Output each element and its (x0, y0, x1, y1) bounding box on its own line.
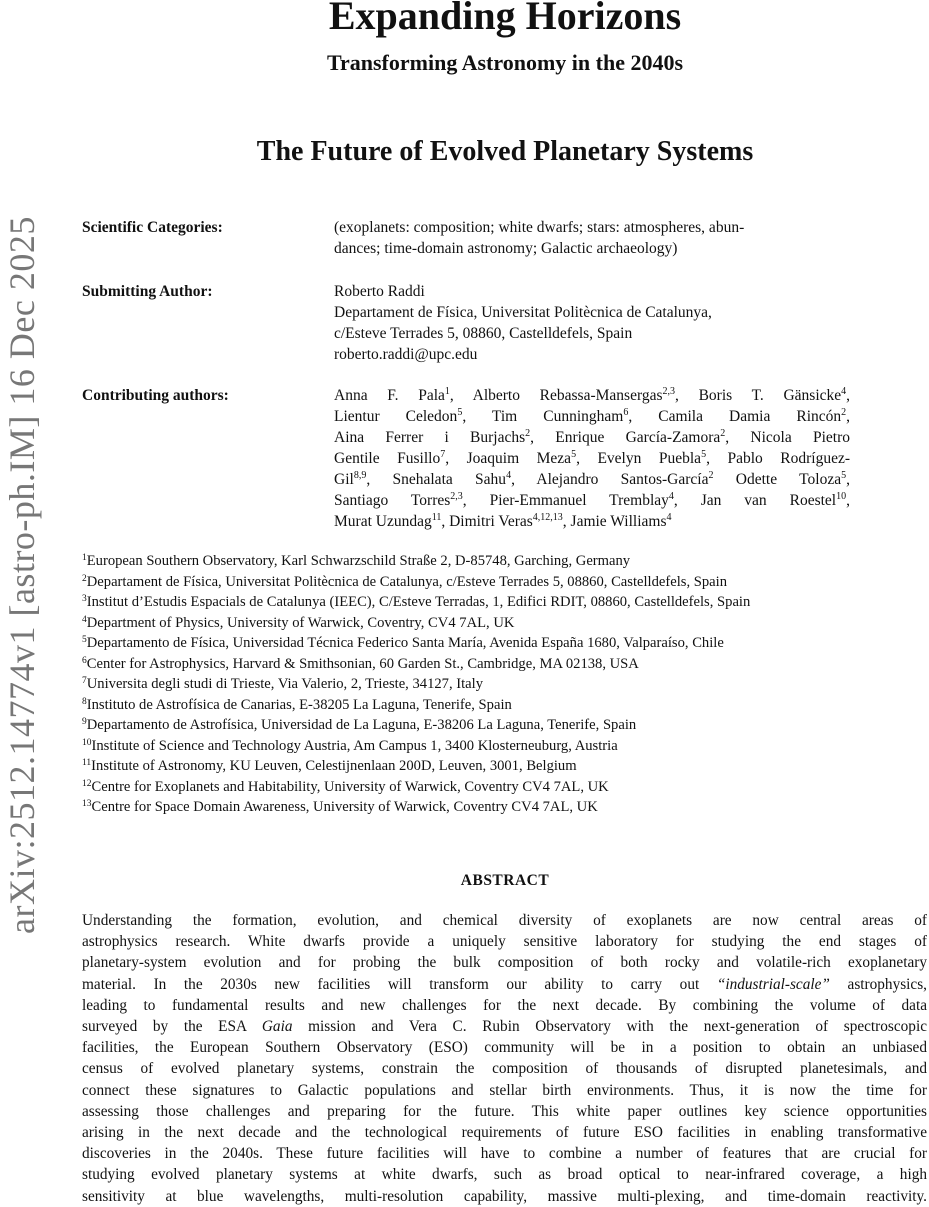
author-affiliation-marker: 4 (841, 386, 847, 397)
affiliation-text: Departament de Física, Universitat Politècnica de Catalunya, c/Esteve Terrades 5, 08860, Castelldefels, Spain (86, 573, 727, 590)
submitting-author-value (334, 281, 850, 365)
abstract-text: mission and Vera C. Rubin Observatory with the next-generation of spectroscopic (292, 1018, 927, 1036)
affiliation-number: 13 (82, 799, 92, 809)
author-affiliation-marker: 6 (623, 407, 629, 418)
affiliation-text: Institute of Astronomy, KU Leuven, Celestijnenlaan 200D, Leuven, 3001, Belgium (91, 758, 577, 774)
author-name: , Nicola Pietro (725, 429, 850, 446)
abstract-text: discoveries in the 2040s. These future facilities will have to combine a number of features that are crucial for (82, 1145, 927, 1163)
author-name: , Jamie Williams (562, 513, 667, 530)
author-affiliation-marker: 11 (431, 512, 442, 523)
categories-line: (exoplanets: composition; white dwarfs; stars: atmospheres, abun- (334, 219, 745, 236)
abstract-text: facilities, the European Southern Observatory (ESO) community will be in a position to obtain an unbiased (82, 1039, 927, 1057)
author-name: Lientur Celedon (334, 408, 458, 425)
abstract-line (82, 1058, 927, 1079)
affiliation-text: European Southern Observatory, Karl Schwarzschild Straße 2, D-85748, Garching, Germany (86, 553, 631, 569)
author-name: Odette Toloza (713, 471, 842, 488)
author-name: Gil (334, 471, 354, 488)
scientific-categories-label: Scientific Categories: (82, 219, 223, 236)
scientific-categories-value (334, 217, 850, 259)
affiliation-text: Universita degli studi di Trieste, Via Valerio, 2, Trieste, 34127, Italy (86, 676, 483, 692)
abstract-heading: ABSTRACT (460, 872, 550, 889)
affiliation-item (82, 777, 927, 798)
author-name: Murat Uzundag (334, 513, 432, 530)
affiliation-item (82, 633, 927, 654)
abstract-line (82, 1143, 927, 1164)
author-name: , Enrique García-Zamora (530, 429, 721, 446)
abstract-emphasis: Gaia (261, 1018, 293, 1036)
author-name: , Evelyn Puebla (576, 450, 702, 467)
author-affiliation-marker: 2 (720, 428, 726, 439)
author-name: Aina Ferrer i Burjachs (334, 429, 526, 446)
affiliation-number: 12 (82, 778, 92, 789)
affiliation-number: 4 (82, 614, 87, 625)
abstract-line (82, 931, 927, 952)
contributing-authors-line (334, 490, 850, 511)
paper-title: The Future of Evolved Planetary Systems (256, 136, 754, 167)
author-name: , Alejandro Santos-García (511, 471, 709, 488)
author-affiliation-marker: 5 (571, 449, 577, 460)
affiliation-text: Departamento de Física, Universidad Técnica Federico Santa María, Avenida España 1680, Valparaíso, Chile (86, 635, 724, 651)
affiliation-number: 10 (82, 737, 92, 748)
author-name: , Jan van Roestel (673, 492, 837, 509)
affiliation-number: 5 (82, 635, 87, 645)
contributing-authors-line (334, 427, 850, 448)
author-name: , Pablo Rodríguez- (706, 450, 850, 467)
author-affiliation-marker: 10 (836, 491, 847, 502)
affiliation-text: Center for Astrophysics, Harvard & Smithsonian, 60 Garden St., Cambridge, MA 02138, USA (86, 655, 639, 672)
author-affiliation-marker: 7 (440, 449, 446, 460)
affiliation-text: Departamento de Astrofísica, Universidad de La Laguna, E-38206 La Laguna, Tenerife, Spain (86, 717, 637, 733)
author-affiliation-marker: 4 (668, 491, 674, 502)
affiliation-number: 2 (82, 573, 87, 584)
affiliation-item (82, 572, 927, 593)
abstract-line (82, 1122, 927, 1143)
series-title: Expanding Horizons (328, 0, 682, 38)
author-name: , Joaquim Meza (445, 450, 572, 467)
submitting-author-affiliation: c/Esteve Terrades 5, 08860, Castelldefels, Spain (334, 325, 633, 342)
submitting-author-label: Submitting Author: (82, 283, 213, 300)
affiliation-number: 3 (82, 594, 87, 604)
abstract-text: planetary-system evolution and for probing the bulk composition of both rocky and volatile-rich exoplanetary (82, 954, 927, 972)
affiliation-item (82, 674, 927, 695)
author-name: , Tim Cunningham (462, 408, 624, 425)
affiliation-number: 6 (82, 655, 87, 666)
author-affiliation-marker: 1 (444, 386, 450, 397)
affiliation-number: 7 (82, 676, 87, 686)
author-affiliation-marker: 4,12,13 (532, 512, 563, 523)
author-affiliation-marker: 2 (841, 407, 847, 418)
affiliation-text: Department of Physics, University of Warwick, Coventry, CV4 7AL, UK (86, 614, 515, 631)
affiliation-item (82, 736, 927, 757)
affiliation-item (82, 756, 927, 777)
author-affiliation-marker: 4 (506, 470, 512, 481)
abstract-line (82, 1164, 927, 1185)
contributing-authors-list (334, 385, 850, 532)
abstract-text: arising in the next decade and the technological requirements of future ESO facilities in enabling transformative (82, 1124, 927, 1142)
abstract-text: assessing those challenges and preparing for the future. This white paper outlines key science opportunities (82, 1102, 927, 1120)
abstract-line (82, 1016, 927, 1037)
abstract-text: astrophysics, (829, 975, 927, 993)
affiliation-text: Institut d’Estudis Espacials de Catalunya (IEEC), C/Esteve Terradas, 1, Edifici RDIT, 08860, Castelldefels, Spain (86, 594, 751, 610)
author-name: Gentile Fusillo (334, 450, 441, 467)
author-name: , Camila Damia Rincón (628, 408, 842, 425)
abstract-text: astrophysics research. White dwarfs provide a uniquely sensitive laboratory for studying the end stages of (82, 933, 927, 951)
author-name: , (846, 492, 850, 509)
affiliation-text: Instituto de Astrofísica de Canarias, E-38205 La Laguna, Tenerife, Spain (86, 696, 512, 713)
author-affiliation-marker: 4 (666, 512, 672, 523)
abstract-line (82, 995, 927, 1016)
contributing-authors-line (334, 448, 850, 469)
abstract-text: sensitivity at blue wavelengths, multi-resolution capability, massive multi-plexing, and time-domain reactivity. (82, 1187, 927, 1205)
author-name: , Snehalata Sahu (366, 471, 507, 488)
author-name: , Dimitri Veras (441, 513, 533, 530)
affiliation-number: 11 (82, 758, 92, 768)
abstract-line (82, 1101, 927, 1122)
abstract-emphasis: “industrial-scale” (716, 975, 830, 993)
abstract-text: leading to fundamental results and new challenges for the next decade. By combining the volume of data (82, 996, 927, 1014)
abstract-text: census of evolved planetary systems, constrain the composition of thousands of disrupted planetesimals, and (82, 1060, 927, 1078)
author-affiliation-marker: 5 (457, 407, 463, 418)
author-name: , Alberto Rebassa-Mansergas (449, 387, 663, 404)
affiliation-item (82, 613, 927, 634)
author-name: Anna F. Pala (334, 387, 445, 404)
affiliation-item (82, 715, 927, 736)
author-affiliation-marker: 2,3 (450, 491, 463, 502)
affiliation-item (82, 592, 927, 613)
categories-line: dances; time-domain astronomy; Galactic archaeology) (334, 240, 678, 257)
affiliation-text: Centre for Space Domain Awareness, University of Warwick, Coventry CV4 7AL, UK (91, 799, 598, 815)
affiliation-number: 1 (82, 553, 87, 563)
contributing-authors-label: Contributing authors: (82, 387, 229, 404)
affiliations-list (82, 551, 927, 818)
submitting-author-name: Roberto Raddi (334, 283, 425, 300)
abstract-text: surveyed by the ESA (82, 1018, 262, 1036)
author-name: Santiago Torres (334, 492, 451, 509)
author-name: , (846, 387, 851, 404)
author-name: , (846, 471, 850, 488)
abstract-line (82, 952, 927, 973)
affiliation-number: 9 (82, 717, 87, 727)
contributing-authors-line (334, 406, 850, 427)
submitting-author-affiliation: Departament de Física, Universitat Politècnica de Catalunya, (334, 304, 712, 321)
abstract-text: Understanding the formation, evolution, and chemical diversity of exoplanets are now central areas of (82, 912, 927, 929)
abstract-text: studying evolved planetary systems at white dwarfs, such as broad optical to near-infrared coverage, a high (82, 1166, 927, 1184)
affiliation-number: 8 (82, 696, 87, 707)
affiliation-item (82, 797, 927, 818)
author-affiliation-marker: 8,9 (353, 470, 367, 481)
contributing-authors-line (334, 385, 850, 406)
affiliation-text: Centre for Exoplanets and Habitability, University of Warwick, Coventry CV4 7AL, UK (91, 778, 609, 795)
abstract-text: material. In the 2030s new facilities will transform our ability to carry out (82, 975, 717, 993)
affiliation-item (82, 551, 927, 572)
abstract-body (82, 910, 927, 1207)
author-affiliation-marker: 2,3 (662, 386, 676, 397)
author-name: , (846, 408, 851, 425)
author-affiliation-marker: 5 (701, 449, 707, 460)
author-affiliation-marker: 2 (708, 470, 714, 481)
abstract-line (82, 1037, 927, 1058)
abstract-line (82, 974, 927, 995)
author-affiliation-marker: 2 (525, 428, 531, 439)
arxiv-identifier-stamp: arXiv:2512.14774v1 [astro-ph.IM] 16 Dec 2025 (2, 216, 42, 934)
affiliation-text: Institute of Science and Technology Austria, Am Campus 1, 3400 Klosterneuburg, Austria (91, 737, 618, 754)
author-name: , Boris T. Gänsicke (675, 387, 842, 404)
submitting-author-email[interactable]: roberto.raddi@upc.edu (334, 346, 478, 363)
affiliation-item (82, 695, 927, 716)
abstract-line (82, 1186, 927, 1207)
author-name: , Pier-Emmanuel Tremblay (462, 492, 669, 509)
series-subtitle: Transforming Astronomy in the 2040s (326, 50, 684, 75)
author-affiliation-marker: 5 (841, 470, 847, 481)
contributing-authors-line (334, 511, 850, 532)
abstract-text: connect these signatures to Galactic populations and stellar birth environments. Thus, it is now the time for (82, 1081, 927, 1099)
abstract-line (82, 910, 927, 931)
abstract-line (82, 1080, 927, 1101)
affiliation-item (82, 654, 927, 675)
contributing-authors-line (334, 469, 850, 490)
